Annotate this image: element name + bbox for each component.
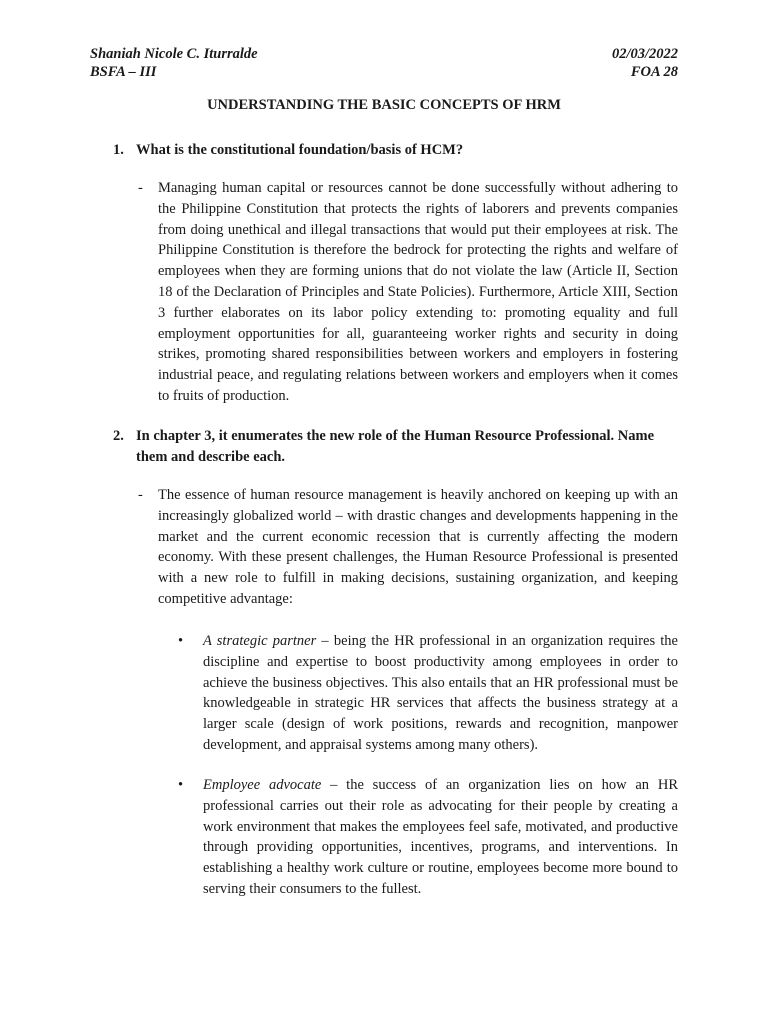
document-title: UNDERSTANDING THE BASIC CONCEPTS OF HRM: [207, 97, 561, 113]
role-description: being the HR professional in an organization requires the discipline and expertise to boost productivity among employees in order to achieve the business objectives. This also entails that an HR professional must be knowledgeable in strategic HR services that affects the business strategy at a larger scale (design of work positions, rewards and recognition, manpower development, and appraisal systems among many others).: [203, 633, 678, 753]
dash-marker: -: [138, 487, 143, 503]
bullet-text: [203, 775, 678, 900]
role-term: A strategic partner: [203, 633, 317, 649]
answer-text: The essence of human resource management is heavily anchored on keeping up with an increasingly globalized world – with drastic changes and developments happening in the market and the current economic recession that is currently affecting the modern economy. With these present challenges, the Human Resource Professional is presented with a new role to fulfill in making decisions, sustaining organization, and keeping competitive advantage:: [158, 487, 678, 607]
role-description: the success of an organization lies on how an HR professional carries out their role as advocating for their people by creating a work environment that makes the employees feel safe, motivated, and productive through providing opportunities, incentives, programs, and interventions. In establishing a healthy work culture or routine, employees become more bound to serving their consumers to the fullest.: [203, 777, 678, 897]
answer-text: Managing human capital or resources cannot be done successfully without adhering to the Philippine Constitution that protects the rights of laborers and prevents companies from doing unethical and illegal transactions that would put their employees at risk. The Philippine Constitution is therefore the bedrock for protecting the rights and welfare of employees when they are forming unions that do not violate the law (Article II, Section 18 of the Declaration of Principles and State Policies). Furthermore, Article XIII, Section 3 further elaborates on its labor policy extending to: promoting equality and full employment opportunities for all, guaranteeing worker rights and security in doing strikes, promoting shared responsibilities between workers and employers in fostering industrial peace, and regulating relations between workers and employers when it comes to fruits of production.: [158, 180, 678, 404]
role-bullet-strategic-partner: [178, 631, 678, 756]
header-right: [612, 45, 678, 81]
term-separator: –: [316, 633, 334, 649]
answer-2: [138, 485, 678, 610]
bullet-icon: •: [178, 633, 184, 649]
term-separator: –: [321, 777, 347, 793]
answer-1: [138, 178, 678, 407]
question-text: What is the constitutional foundation/basis of HCM?: [136, 142, 464, 158]
question-number: 2.: [113, 428, 124, 444]
author-name: Shaniah Nicole C. Iturralde: [90, 46, 258, 62]
bullet-text: [203, 631, 678, 756]
question-number: 1.: [113, 142, 124, 158]
dash-marker: -: [138, 180, 143, 196]
header-left: [90, 45, 258, 81]
role-term: Employee advocate: [203, 777, 322, 793]
class-section: FOA 28: [630, 64, 678, 80]
bullet-icon: •: [178, 777, 184, 793]
document-date: 02/03/2022: [611, 46, 678, 62]
role-bullet-employee-advocate: [178, 775, 678, 900]
question-1: [113, 140, 678, 161]
author-course: BSFA – III: [90, 64, 157, 80]
question-text: In chapter 3, it enumerates the new role of the Human Resource Professional. Name them and describe each.: [136, 428, 655, 465]
question-2: [113, 426, 678, 468]
